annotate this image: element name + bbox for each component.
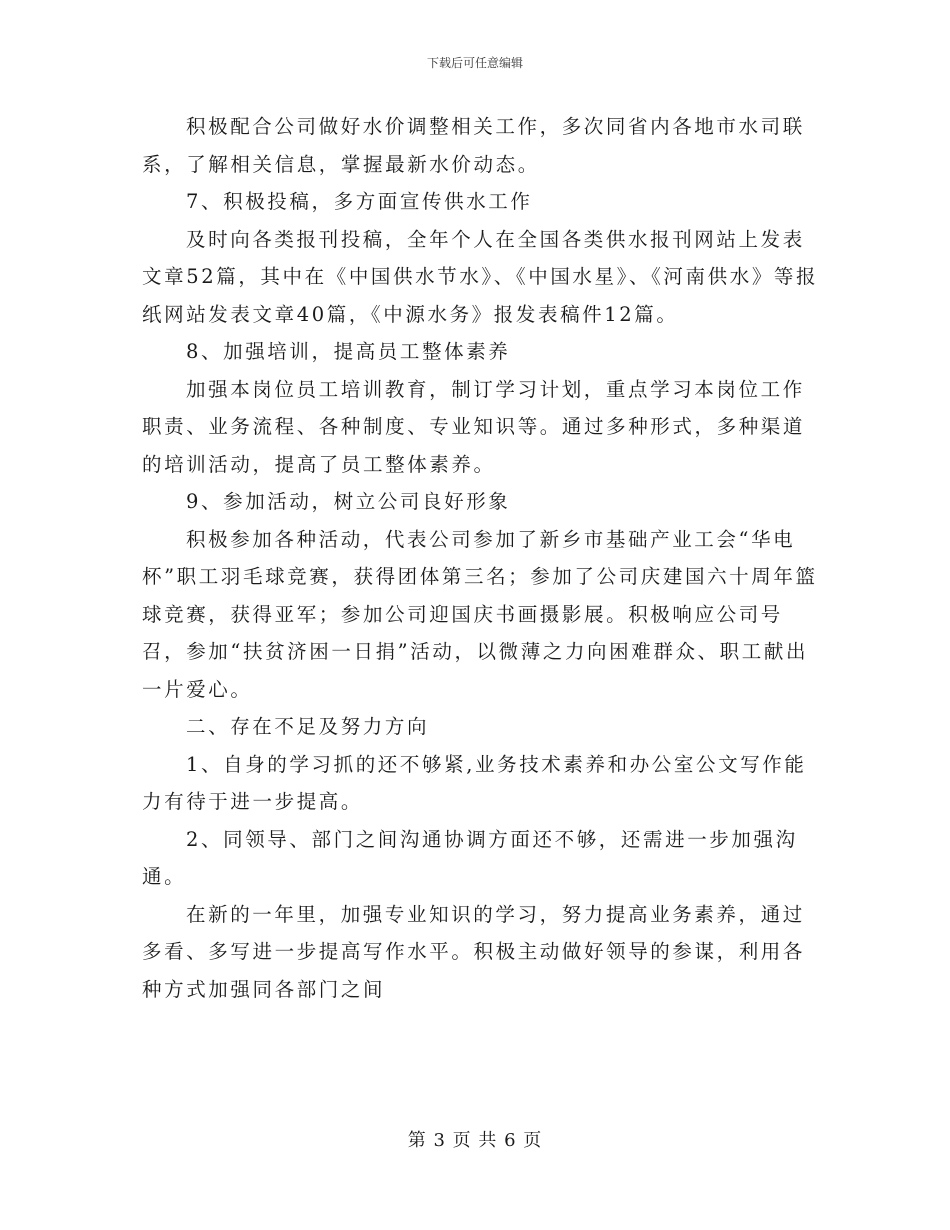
document-body: [142, 108, 822, 1008]
heading-item-7: 7、积极投稿，多方面宣传供水工作: [186, 190, 533, 213]
paragraph-training: 加强本岗位员工培训教育，制订学习计划，重点学习本岗位工作职责、业务流程、各种制度、专业知识等。通过多种形式，多种渠道的培训活动，提高了员工整体素养。: [142, 377, 806, 476]
page-header: 下载后可任意编辑: [426, 56, 523, 70]
heading-item-9: 9、参加活动，树立公司良好形象: [186, 490, 511, 513]
paragraph-shortcoming-1: 1、自身的学习抓的还不够紧,业务技术素养和办公室公文写作能力有待于进一步提高。: [142, 752, 807, 813]
paragraph-shortcoming-2: 2、同领导、部门之间沟通协调方面还不够，还需进一步加强沟通。: [142, 827, 798, 888]
heading-section-2: 二、存在不足及努力方向: [186, 715, 430, 738]
paragraph-water-price: 积极配合公司做好水价调整相关工作，多次同省内各地市水司联系，了解相关信息，掌握最新水价动态。: [142, 115, 805, 176]
paragraph-new-year: 在新的一年里，加强专业知识的学习，努力提高业务素养，通过多看、多写进一步提高写作水平。积极主动做好领导的参谋，利用各种方式加强同各部门之间: [142, 902, 806, 1001]
page-footer: 第 3 页 共 6 页: [407, 1130, 543, 1151]
heading-item-8: 8、加强培训，提高员工整体素养: [186, 340, 511, 363]
paragraph-activities: 积极参加各种活动，代表公司参加了新乡市基础产业工会“华电杯”职工羽毛球竞赛，获得团体第三名；参加了公司庆建国六十周年篮球竞赛，获得亚军；参加公司迎国庆书画摄影展。积极响应公司号召，参加“扶贫济困一日捐”活动，以微薄之力向困难群众、职工献出一片爱心。: [142, 527, 818, 701]
paragraph-submissions: 及时向各类报刊投稿，全年个人在全国各类供水报刊网站上发表文章52篇，其中在《中国供水节水》、《中国水星》、《河南供水》等报纸网站发表文章40篇，《中源水务》报发表稿件12篇。: [142, 227, 819, 326]
